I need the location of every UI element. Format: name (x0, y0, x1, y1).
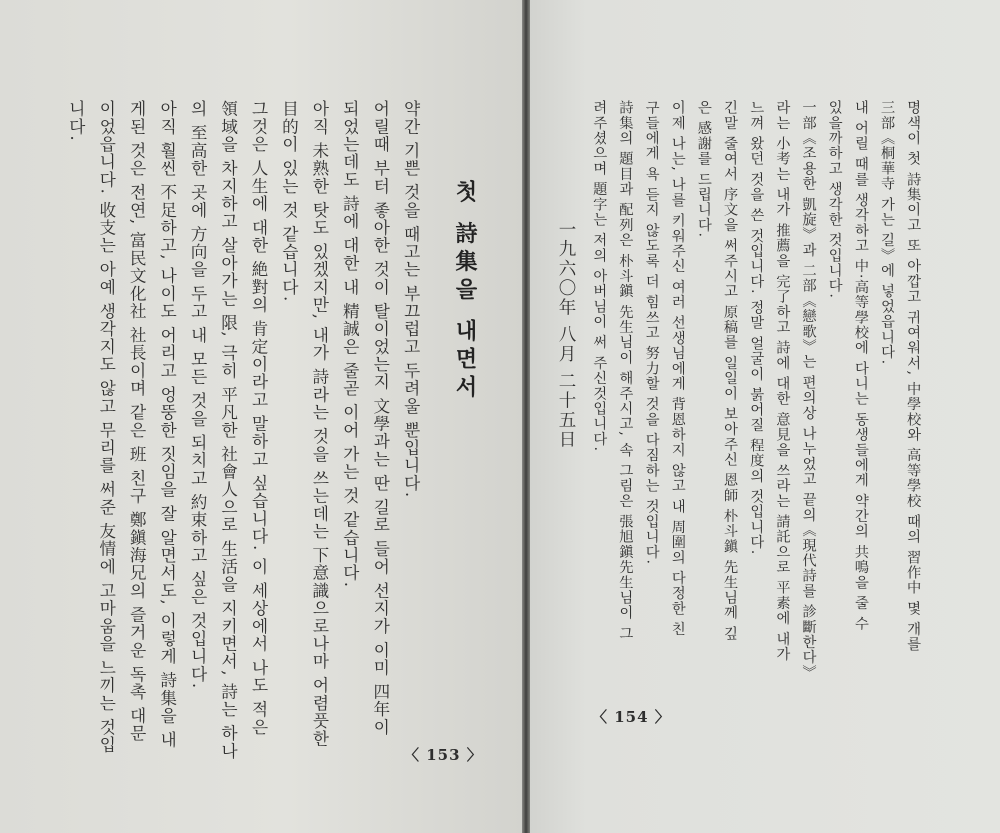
text-line: 어릴때 부터 좋아한 것이 탈이었는지 文學과는 딴 길로 들어 선지가 이미 四年이 (370, 100, 390, 736)
text-line: 三部《桐華寺 가는 길》에 넣었읍니다. (878, 100, 895, 366)
text-line: 目的이 있는 것 같습니다. (279, 100, 299, 303)
text-line: 게된 것은 전연, 富民文化社 社長이며 같은 班 친구 鄭鎭海兄의 즐거운 독촉 대문 (127, 100, 147, 743)
text-line: 은 感謝를 드립니다. (695, 100, 712, 238)
text-line: 려주셨으며 題字는 저의 아버님이 써 주신것입니다. (590, 100, 608, 452)
text-line: 이제 나는, 나를 키워주신 여러 선생님에게 背恩하지 않고 내 周圍의 다정한 친 (669, 100, 686, 637)
text-line: 되었는데도 詩에 대한 내 精誠은 줄곧 이어 가는 것 같습니다. (340, 100, 360, 589)
book-gutter (522, 0, 530, 833)
page-number: 〈 154 〉 (592, 708, 671, 726)
text-line: 니다. (66, 100, 86, 142)
text-line: 아직 未熟한 탓도 있겠지만, 내가 詩라는 것을 쓰는데는 下意識으로나마 어렴풋한 (309, 100, 329, 748)
text-line: 一部《조용한 凱旋》과 二部《戀歌》는 편의상 나누었고 끝의《現代詩를 診斷한다》 (800, 100, 817, 680)
text-line: 詩集의 題目과 配列은 朴斗鎭 先生님이 해주시고, 속 그림은 張旭鎭先生님이 그 (617, 100, 634, 641)
text-line: 의 至高한 곳에 方向을 두고 내 모든 것을 되치고 約束하고 싶은 것입니다. (188, 100, 208, 690)
text-line: 領域을 차지하고 살아가는 限, 극히 平凡한 社會人으로 生活을 지키면서, 詩는 하나 (218, 100, 238, 760)
text-line: 있을까하고 생각한 것입니다. (826, 100, 843, 299)
page-number: 〈 153 〉 (404, 746, 483, 764)
text-line: 명색이 첫 詩集이고 또 아깝고 귀여워서, 中學校와 高等學校 때의 習作中 몇 개를 (904, 100, 922, 652)
text-line: 라는 小考는 내가 推薦을 完了하고 詩에 대한 意見을 쓰라는 請託으로 平素에 내가 (773, 100, 791, 662)
left-page-body (61, 100, 426, 760)
text-line: 아직 훨씬 不足하고, 나이도 어리고 엉뚱한 짓임을 잘 알면서도, 이렇게 詩集을 내 (157, 100, 177, 749)
text-line: 내 어릴 때를 생각하고 中·高等學校에 다니는 동생들에게 약간의 共鳴을 줄 수 (852, 100, 869, 632)
text-line: 그것은 人生에 대한 絶對의 肯定이라고 말하고 싶습니다. 이 세상에서 나도 적은 (249, 100, 269, 736)
text-line: 약간 기쁜 것을 때고는 부끄럽고 두려울 뿐입니다. (401, 100, 421, 499)
right-page-body (586, 100, 926, 680)
text-line: 구들에게 욕 듣지 않도록 더 힘쓰고 努力할 것을 다짐하는 것입니다. (643, 100, 660, 565)
right-page (530, 0, 1000, 833)
date-line: 一九六〇年 八月 二十五日 (556, 220, 576, 450)
text-line: 이었읍니다. 收支는 아예 생각지도 않고 무리를 써준 友情에 고마움을 느끼는 것입 (96, 100, 116, 754)
text-line: 긴말 줄여서 序文을 써주시고 原稿를 일일이 보아주신 恩師 朴斗鎭 先生님께 깊 (721, 100, 739, 641)
preface-title: 첫 詩集을 내면서 (452, 180, 477, 404)
text-line: 느껴 왔던 것을 쓴 것입니다. 정말 얼굴이 붉어질 程度의 것입니다. (747, 100, 765, 556)
